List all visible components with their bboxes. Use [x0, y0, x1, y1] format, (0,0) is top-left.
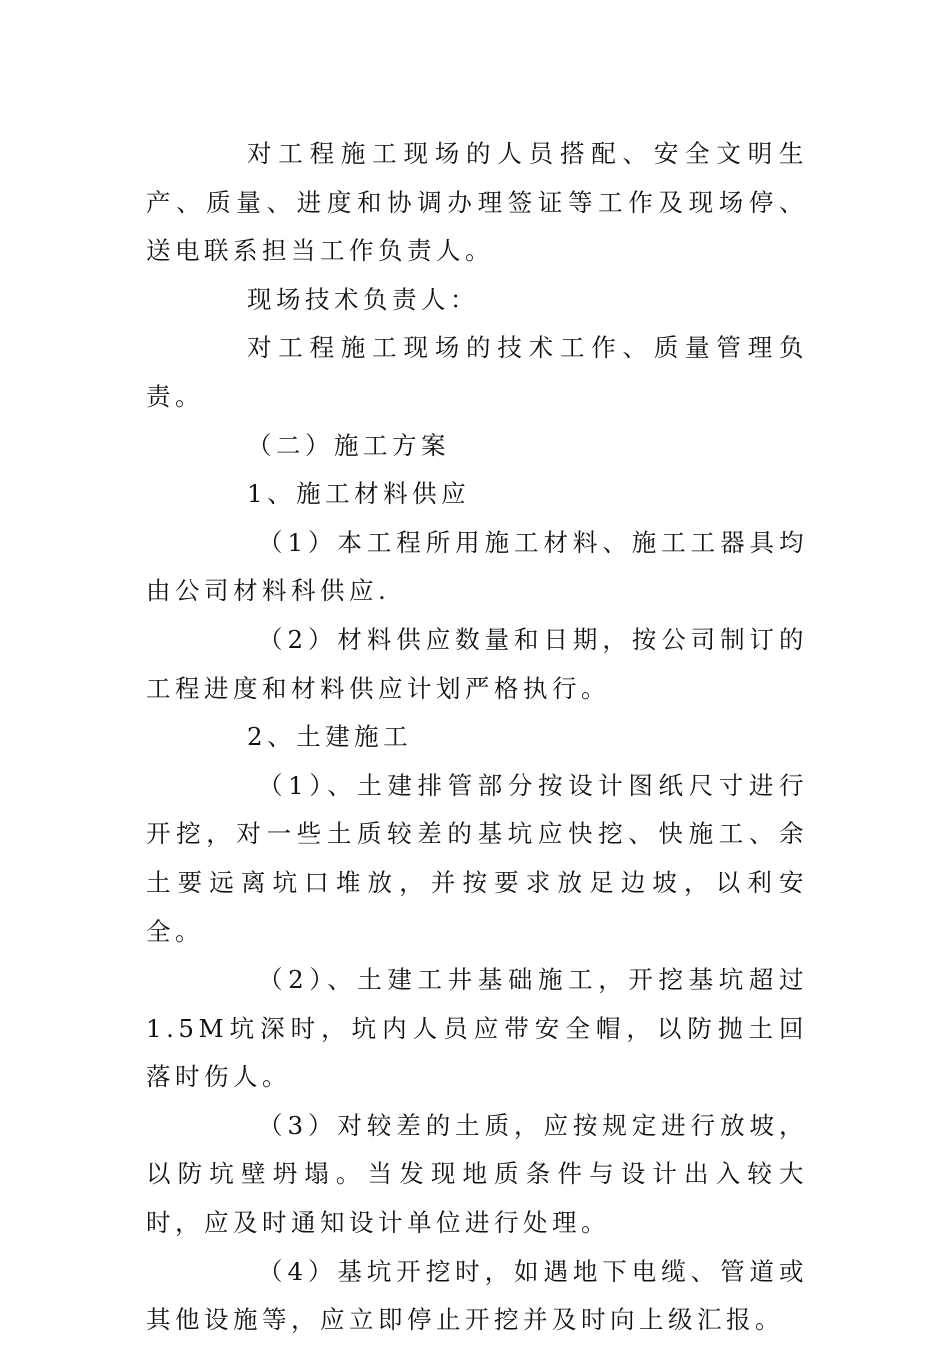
- document-body: [146, 130, 808, 1345]
- paragraph-material-supply-2: （2）材料供应数量和日期，按公司制订的工程进度和材料供应计划严格执行。: [146, 624, 808, 703]
- paragraph-civil-works-2: （2）、土建工井基础施工，开挖基坑超过1.5M坑深时，坑内人员应带安全帽，以防抛土回落时伤人。: [146, 965, 808, 1092]
- paragraph-civil-works-3: （3）对较差的土质，应按规定进行放坡，以防坑壁坍塌。当发现地质条件与设计出入较大时，应及时通知设计单位进行处理。: [146, 1110, 808, 1238]
- section-heading-construction-plan: （二）施工方案: [247, 430, 450, 460]
- paragraph-tech-lead-duties: 对工程施工现场的技术工作、质量管理负责。: [146, 333, 808, 411]
- paragraph-tech-lead-title: 现场技术负责人：: [247, 284, 479, 314]
- paragraph-site-manager-duties: 对工程施工现场的人员搭配、安全文明生产、质量、进度和协调办理签证等工作及现场停、送电联系担当工作负责人。: [146, 139, 808, 266]
- paragraph-civil-works-1: （1）、土建排管部分按设计图纸尺寸进行开挖，对一些土质较差的基坑应快挖、快施工、余土要远离坑口堆放，并按要求放足边坡，以利安全。: [146, 770, 808, 946]
- paragraph-civil-works-4: （4）基坑开挖时，如遇地下电缆、管道或其他设施等，应立即停止开挖并及时向上级汇报。: [146, 1256, 808, 1335]
- paragraph-material-supply-1: （1）本工程所用施工材料、施工工器具均由公司材料科供应.: [146, 527, 808, 606]
- subsection-heading-civil-works: 2、土建施工: [247, 722, 413, 752]
- subsection-heading-material-supply: 1、施工材料供应: [247, 479, 471, 509]
